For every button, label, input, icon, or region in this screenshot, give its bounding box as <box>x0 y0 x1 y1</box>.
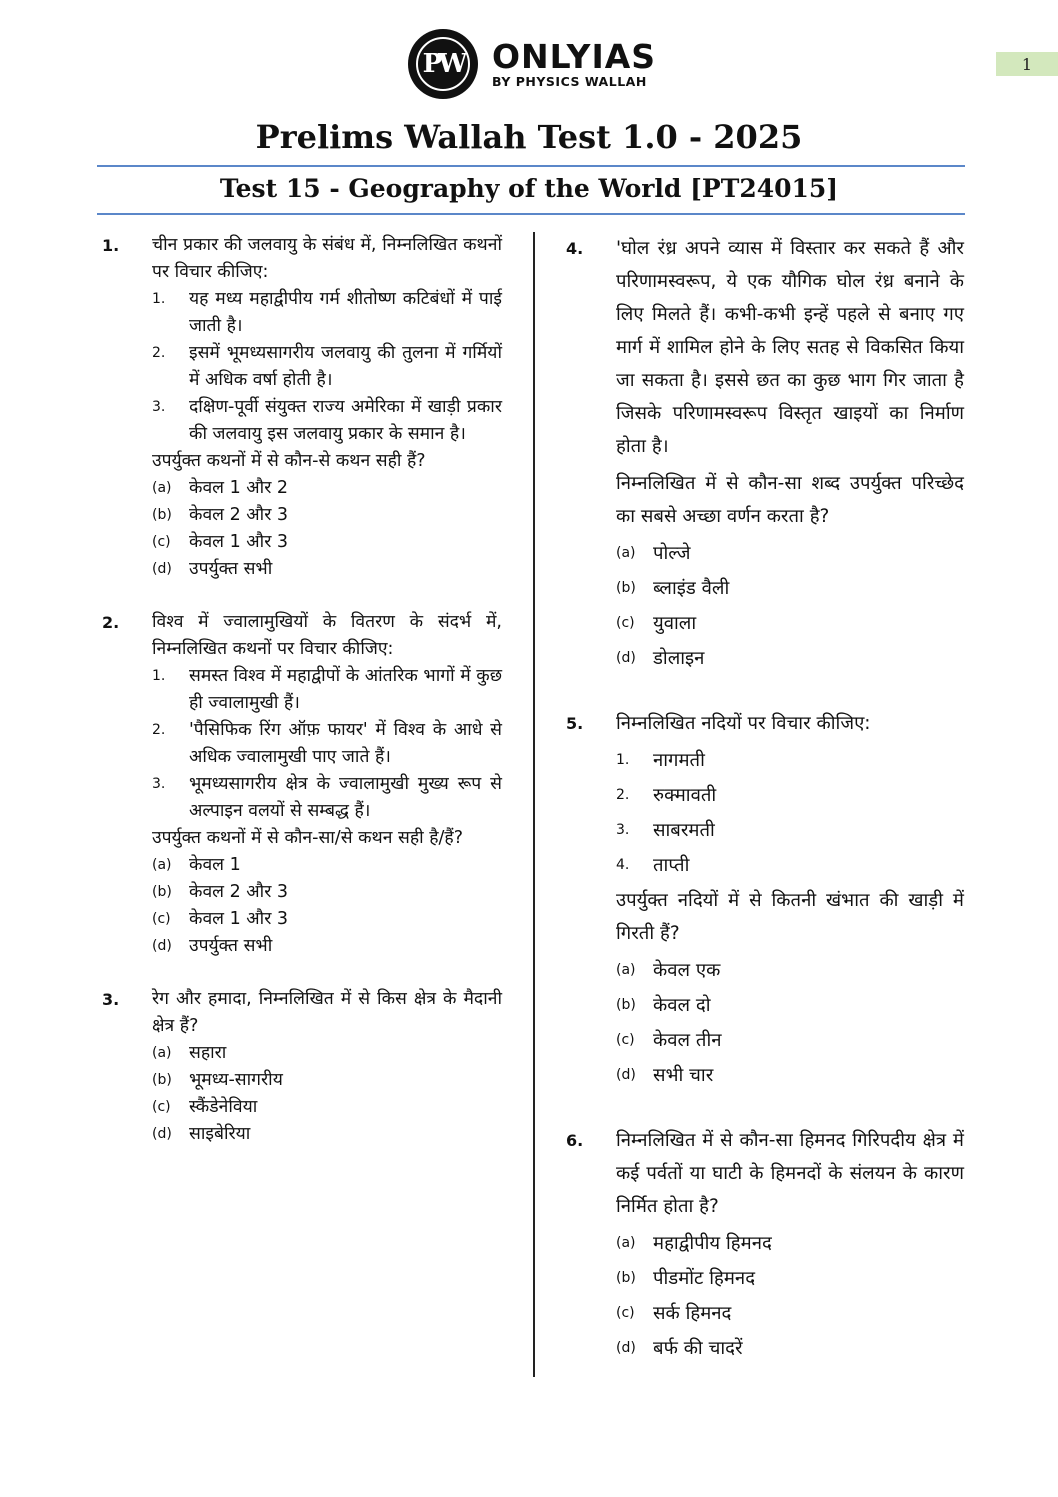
question-6 <box>566 1124 964 1365</box>
question-prompt: उपर्युक्त नदियों में से कितनी खंभात की खाड़ी में गिरती हैं? <box>616 890 964 944</box>
question-4 <box>566 232 964 675</box>
question-prompt: उपर्युक्त कथनों में से कौन-से कथन सही हैं? <box>152 451 426 471</box>
test-subtitle: Test 15 - Geography of the World [PT24015] <box>219 174 839 203</box>
option-a[interactable]: (a) केवल एक <box>616 960 721 981</box>
question-number: 2. <box>102 613 120 632</box>
question-text: 'घोल रंध्र अपने व्यास में विस्तार कर सकते हैं और परिणामस्वरूप, ये एक यौगिक घोल रंध्र बनाने के लिए मिलते हैं। कभी-कभी इन्हें पहले से बनाए गए मार्ग में शामिल होने के लिए सतह से विकसित किया जा सकता है। इससे छत का कुछ भाग गिर जाता है जिसके परिणामस्वरूप विस्तृत खाइयों का निर्माण होता है। <box>616 238 964 457</box>
option-d[interactable]: (d) सभी चार <box>616 1065 714 1086</box>
option-d[interactable]: (d) उपर्युक्त सभी <box>152 559 273 579</box>
option-c[interactable]: (c) स्कैंडेनेविया <box>152 1097 258 1117</box>
statement: 2. इसमें भूमध्यसागरीय जलवायु की तुलना में गर्मियों में अधिक वर्षा होती है। <box>152 343 502 390</box>
question-2 <box>102 609 502 960</box>
option-b[interactable]: (b) भूमध्य-सागरीय <box>152 1070 283 1090</box>
statement: 3. दक्षिण-पूर्वी संयुक्त राज्य अमेरिका में खाड़ी प्रकार की जलवायु इस जलवायु प्रकार के समान है। <box>152 397 502 444</box>
question-prompt: निम्नलिखित में से कौन-सा शब्द उपर्युक्त परिच्छेद का सबसे अच्छा वर्णन करता है? <box>616 473 964 527</box>
statement: 4. ताप्ती <box>616 855 690 876</box>
option-c[interactable]: (c) केवल तीन <box>616 1030 722 1051</box>
question-prompt: उपर्युक्त कथनों में से कौन-सा/से कथन सही है/हैं? <box>152 828 463 848</box>
question-number: 5. <box>566 714 584 733</box>
option-c[interactable]: (c) केवल 1 और 3 <box>152 909 289 929</box>
page-title: Prelims Wallah Test 1.0 - 2025 <box>255 118 803 156</box>
option-d[interactable]: (d) बर्फ की चादरें <box>616 1338 743 1359</box>
brand-name: ONLYIAS <box>492 37 657 76</box>
column-divider <box>533 232 535 1377</box>
pw-logo-icon <box>408 29 478 99</box>
statement: 2. रुक्मावती <box>616 785 717 806</box>
option-b[interactable]: (b) पीडमोंट हिमनद <box>616 1268 756 1289</box>
question-number: 4. <box>566 239 584 258</box>
statement: 2. 'पैसिफिक रिंग ऑफ़ फायर' में विश्व के आधे से अधिक ज्वालामुखी पाए जाते हैं। <box>152 720 502 767</box>
question-1 <box>102 232 502 583</box>
right-column <box>566 232 964 1367</box>
option-a[interactable]: (a) पोल्जे <box>616 543 691 564</box>
statement: 1. नागमती <box>616 750 705 771</box>
option-a[interactable]: (a) केवल 1 <box>152 855 241 875</box>
option-c[interactable]: (c) सर्क हिमनद <box>616 1303 732 1324</box>
page-number: 1 <box>996 52 1058 76</box>
option-a[interactable]: (a) सहारा <box>152 1043 227 1063</box>
option-a[interactable]: (a) केवल 1 और 2 <box>152 478 289 498</box>
question-5 <box>566 707 964 1092</box>
brand-block <box>492 39 656 89</box>
option-a[interactable]: (a) महाद्वीपीय हिमनद <box>616 1233 772 1254</box>
statement: 1. यह मध्य महाद्वीपीय गर्म शीतोष्ण कटिबंधों में पाई जाती है। <box>152 289 502 336</box>
question-text: निम्नलिखित में से कौन-सा हिमनद गिरिपदीय क्षेत्र में कई पर्वतों या घाटी के हिमनदों के संलयन के कारण निर्मित होता है? <box>616 1130 964 1217</box>
question-number: 3. <box>102 990 120 1009</box>
brand-tagline: BY PHYSICS WALLAH <box>492 74 647 89</box>
option-d[interactable]: (d) साइबेरिया <box>152 1124 251 1144</box>
left-column <box>102 232 502 1148</box>
pw-monogram: PW <box>416 37 470 91</box>
question-text: निम्नलिखित नदियों पर विचार कीजिए: <box>616 713 871 734</box>
statement: 1. समस्त विश्व में महाद्वीपों के आंतरिक भागों में कुछ ही ज्वालामुखी हैं। <box>152 666 502 713</box>
option-c[interactable]: (c) युवाला <box>616 613 697 634</box>
statement: 3. भूमध्यसागरीय क्षेत्र के ज्वालामुखी मुख्य रूप से अल्पाइन वलयों से सम्बद्ध हैं। <box>152 774 502 821</box>
option-b[interactable]: (b) ब्लाइंड वैली <box>616 578 730 599</box>
question-text: विश्व में ज्वालामुखियों के वितरण के संदर्भ में, निम्नलिखित कथनों पर विचार कीजिए: <box>152 612 502 659</box>
question-number: 1. <box>102 236 120 255</box>
question-text: चीन प्रकार की जलवायु के संबंध में, निम्नलिखित कथनों पर विचार कीजिए: <box>152 235 502 282</box>
option-b[interactable]: (b) केवल 2 और 3 <box>152 882 289 902</box>
option-c[interactable]: (c) केवल 1 और 3 <box>152 532 289 552</box>
subtitle-rule <box>97 213 965 215</box>
option-d[interactable]: (d) डोलाइन <box>616 648 705 669</box>
question-number: 6. <box>566 1131 584 1150</box>
question-text: रेग और हमादा, निम्नलिखित में से किस क्षेत्र के मैदानी क्षेत्र हैं? <box>152 989 502 1036</box>
option-b[interactable]: (b) केवल 2 और 3 <box>152 505 289 525</box>
option-b[interactable]: (b) केवल दो <box>616 995 711 1016</box>
title-rule <box>97 165 965 167</box>
statement: 3. साबरमती <box>616 820 715 841</box>
option-d[interactable]: (d) उपर्युक्त सभी <box>152 936 273 956</box>
header-logo <box>408 28 656 100</box>
question-3 <box>102 986 502 1148</box>
